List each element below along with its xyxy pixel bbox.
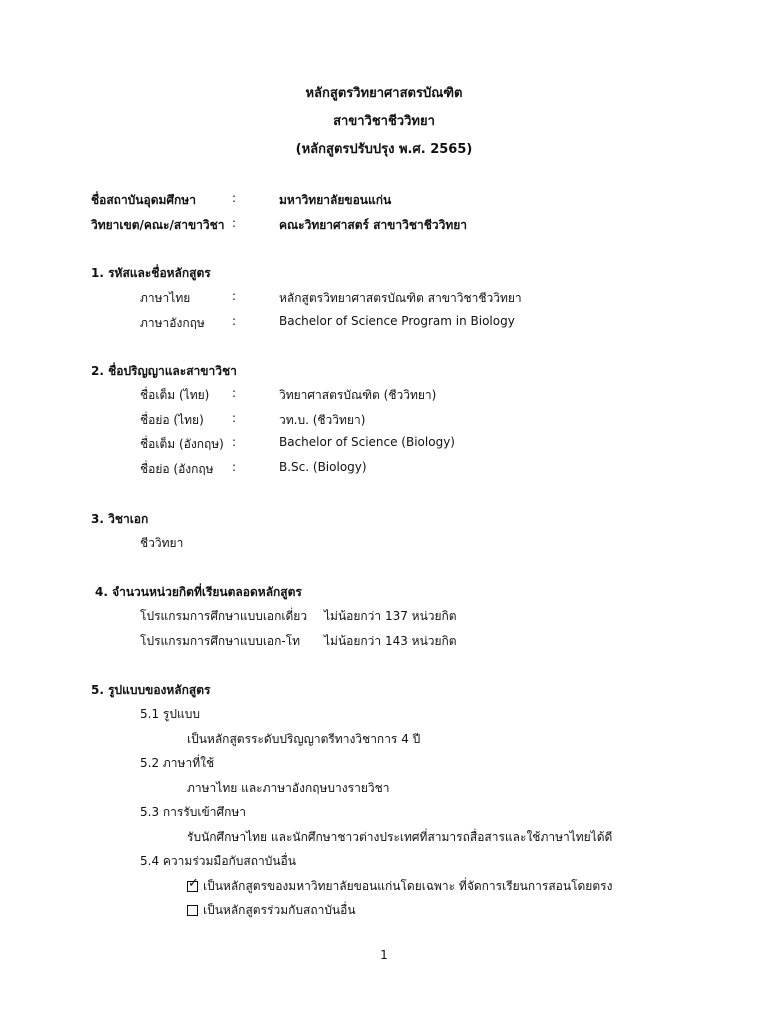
section1-heading: 1. รหัสและชื่อหลักสูตร xyxy=(91,266,211,280)
faculty-label: วิทยาเขต/คณะ/สาขาวิชา xyxy=(91,218,225,232)
section2-row-value: วท.บ. (ชีววิทยา) xyxy=(279,413,366,427)
checkbox-unchecked-icon[interactable] xyxy=(187,905,198,916)
cooperation-option-joint[interactable] xyxy=(187,901,356,920)
section1-row-colon: : xyxy=(232,289,237,303)
section4-row-label: โปรแกรมการศึกษาแบบเอก-โท xyxy=(140,634,301,648)
section2-row-colon: : xyxy=(232,435,237,449)
section2-row-value: Bachelor of Science (Biology) xyxy=(279,435,455,449)
title-line-3: (หลักสูตรปรับปรุง พ.ศ. 2565) xyxy=(295,142,473,157)
section2-row-label: ชื่อย่อ (อังกฤษ xyxy=(140,462,214,476)
section1-row-label: ภาษาอังกฤษ xyxy=(140,316,205,330)
institution-colon: : xyxy=(232,191,237,205)
section1-row-colon: : xyxy=(232,314,237,328)
section1-row-value: หลักสูตรวิทยาศาสตรบัณฑิต สาขาวิชาชีววิทยา xyxy=(279,291,522,305)
section2-row-label: ชื่อเต็ม (อังกฤษ) xyxy=(140,437,224,451)
section2-heading: 2. ชื่อปริญญาและสาขาวิชา xyxy=(91,364,237,378)
section1-row-label: ภาษาไทย xyxy=(140,291,191,305)
page-number: 1 xyxy=(380,948,388,962)
cooperation-option-own[interactable] xyxy=(187,877,612,896)
institution-value: มหาวิทยาลัยขอนแก่น xyxy=(279,193,392,207)
title-line-1: หลักสูตรวิทยาศาสตรบัณฑิต xyxy=(305,86,463,101)
section5-sub3-heading: 5.3 การรับเข้าศึกษา xyxy=(140,805,246,819)
section5-heading: 5. รูปแบบของหลักสูตร xyxy=(91,683,211,697)
faculty-colon: : xyxy=(232,216,237,230)
cooperation-option-label: เป็นหลักสูตรของมหาวิทยาลัยขอนแก่นโดยเฉพาะ ที่จัดการเรียนการสอนโดยตรง xyxy=(203,879,613,893)
institution-label: ชื่อสถาบันอุดมศึกษา xyxy=(91,193,196,207)
section4-heading: 4. จำนวนหน่วยกิตที่เรียนตลอดหลักสูตร xyxy=(95,585,302,599)
section5-sub2-value: ภาษาไทย และภาษาอังกฤษบางรายวิชา xyxy=(187,781,390,795)
section2-row-label: ชื่อเต็ม (ไทย) xyxy=(140,388,210,402)
faculty-value: คณะวิทยาศาสตร์ สาขาวิชาชีววิทยา xyxy=(279,218,468,232)
section5-sub1-heading: 5.1 รูปแบบ xyxy=(140,707,200,721)
section5-sub1-value: เป็นหลักสูตรระดับปริญญาตรีทางวิชาการ 4 ปี xyxy=(187,732,421,746)
section1-row-value: Bachelor of Science Program in Biology xyxy=(279,314,515,328)
section2-row-colon: : xyxy=(232,460,237,474)
cooperation-option-label: เป็นหลักสูตรร่วมกับสถาบันอื่น xyxy=(203,903,356,917)
section2-row-colon: : xyxy=(232,411,237,425)
section5-sub3-value: รับนักศึกษาไทย และนักศึกษาชาวต่างประเทศที่สามารถสื่อสารและใช้ภาษาไทยได้ดี xyxy=(187,830,613,844)
section5-sub2-heading: 5.2 ภาษาที่ใช้ xyxy=(140,756,215,770)
section2-row-label: ชื่อย่อ (ไทย) xyxy=(140,413,204,427)
title-line-2: สาขาวิชาชีววิทยา xyxy=(333,114,435,129)
section4-row-label: โปรแกรมการศึกษาแบบเอกเดี่ยว xyxy=(140,609,308,623)
section3-value: ชีววิทยา xyxy=(140,536,184,550)
section4-row-value: ไม่น้อยกว่า 143 หน่วยกิต xyxy=(324,634,457,648)
section3-heading: 3. วิชาเอก xyxy=(91,512,149,526)
section5-sub4-heading: 5.4 ความร่วมมือกับสถาบันอื่น xyxy=(140,854,296,868)
section4-row-value: ไม่น้อยกว่า 137 หน่วยกิต xyxy=(324,609,457,623)
section2-row-value: วิทยาศาสตรบัณฑิต (ชีววิทยา) xyxy=(279,388,437,402)
checkmark-icon: ✓ xyxy=(188,876,199,891)
section2-row-value: B.Sc. (Biology) xyxy=(279,460,367,474)
section2-row-colon: : xyxy=(232,386,237,400)
checkbox-checked-icon[interactable] xyxy=(187,876,199,892)
